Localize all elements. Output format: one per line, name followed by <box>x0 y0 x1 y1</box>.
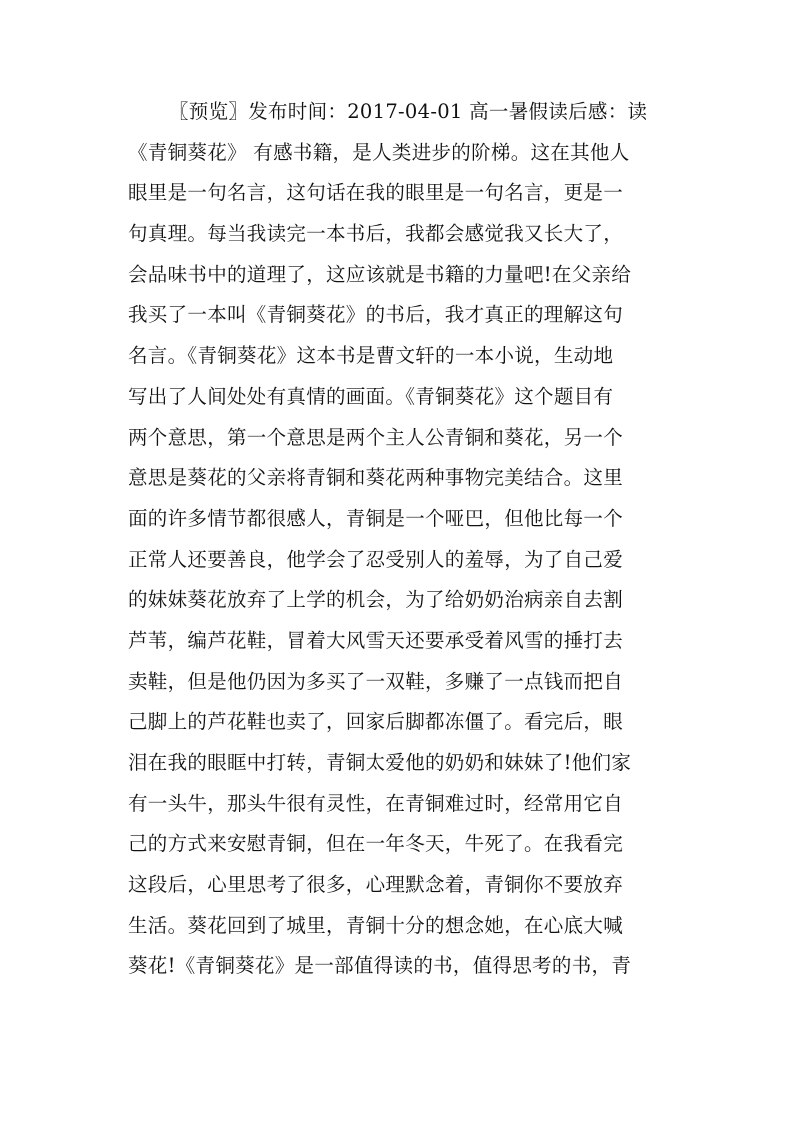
text-line: 会品味书中的道理了，这应该就是书籍的力量吧!在父亲给 <box>128 262 632 286</box>
text-line: 写出了人间处处有真情的画面。《青铜葵花》这个题目有 <box>128 384 614 408</box>
text-line: 两个意思，第一个意思是两个主人公青铜和葵花，另一个 <box>128 425 624 449</box>
text-line: 泪在我的眼眶中打转，青铜太爱他的奶奶和妹妹了!他们家 <box>128 751 632 774</box>
text-line: 的妹妹葵花放弃了上学的机会，为了给奶奶治病亲自去割 <box>128 588 624 612</box>
text-line: 卖鞋，但是他仍因为多买了一双鞋，多赚了一点钱而把自 <box>128 669 624 693</box>
text-line: 名言。《青铜葵花》这本书是曹文轩的一本小说，生动地 <box>128 344 614 368</box>
text-line: 正常人还要善良，他学会了忍受别人的羞辱，为了自己爱 <box>128 547 624 571</box>
text-line: 我买了一本叫《青铜葵花》的书后，我才真正的理解这句 <box>128 303 624 327</box>
text-line: 生活。葵花回到了城里，青铜十分的想念她，在心底大喊 <box>128 913 624 937</box>
text-line: 意思是葵花的父亲将青铜和葵花两种事物完美结合。这里 <box>128 466 624 490</box>
text-line: 己脚上的芦花鞋也卖了，回家后脚都冻僵了。看完后，眼 <box>128 710 624 734</box>
text-line: 这段后，心里思考了很多，心理默念着，青铜你不要放弃 <box>128 873 624 897</box>
text-line: 《青铜葵花》 有感书籍，是人类进步的阶梯。这在其他人 <box>128 140 630 164</box>
text-line: 〖预览〗发布时间：2017-04-01 高一暑假读后感：读 <box>169 100 648 123</box>
body-text <box>128 92 676 987</box>
text-line: 己的方式来安慰青铜，但在一年冬天，牛死了。在我看完 <box>128 832 624 856</box>
text-line: 面的许多情节都很感人，青铜是一个哑巴，但他比每一个 <box>128 506 624 530</box>
text-line: 芦苇，编芦花鞋，冒着大风雪天还要承受着风雪的捶打去 <box>128 628 624 652</box>
text-line: 句真理。每当我读完一本书后，我都会感觉我又长大了， <box>128 222 624 246</box>
text-line: 有一头牛，那头牛很有灵性，在青铜难过时，经常用它自 <box>128 791 624 815</box>
text-line: 葵花!《青铜葵花》是一部值得读的书，值得思考的书，青 <box>128 954 632 978</box>
text-line: 眼里是一句名言，这句话在我的眼里是一句名言，更是一 <box>128 181 624 205</box>
